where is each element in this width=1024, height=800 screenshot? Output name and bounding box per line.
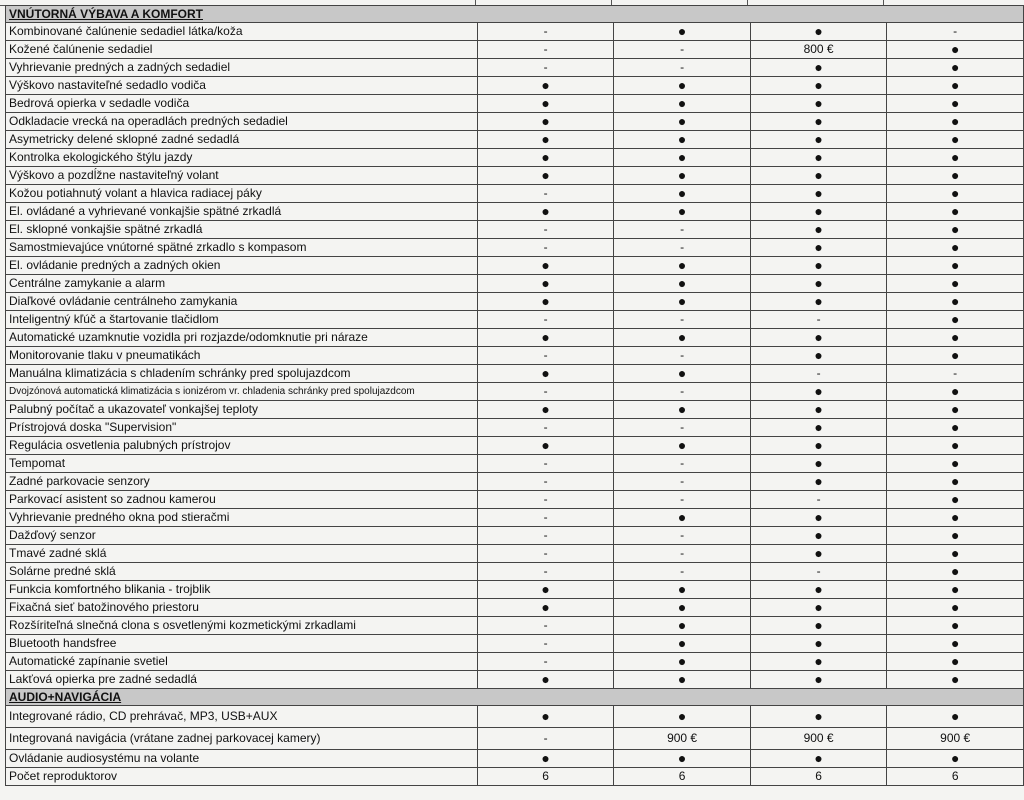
feature-value-variant-3: ● bbox=[750, 59, 887, 77]
feature-label: Automatické zapínanie svetiel bbox=[6, 653, 478, 671]
feature-value-variant-4: ● bbox=[887, 563, 1024, 581]
feature-value-variant-3: 800 € bbox=[750, 41, 887, 59]
feature-value-variant-2: ● bbox=[614, 706, 751, 728]
feature-value-variant-1: ● bbox=[477, 437, 614, 455]
feature-value-variant-1: ● bbox=[477, 275, 614, 293]
table-row bbox=[6, 149, 1024, 167]
table-row bbox=[6, 59, 1024, 77]
feature-value-variant-4: - bbox=[887, 365, 1024, 383]
feature-value-variant-4: ● bbox=[887, 383, 1024, 401]
feature-value-variant-1: ● bbox=[477, 167, 614, 185]
feature-value-variant-1: - bbox=[477, 473, 614, 491]
feature-value-variant-3: - bbox=[750, 311, 887, 329]
feature-value-variant-2: - bbox=[614, 221, 751, 239]
feature-value-variant-2: ● bbox=[614, 401, 751, 419]
feature-value-variant-2: - bbox=[614, 41, 751, 59]
feature-value-variant-1: - bbox=[477, 635, 614, 653]
feature-value-variant-3: - bbox=[750, 491, 887, 509]
feature-label: Manuálna klimatizácia s chladením schránky pred spolujazdcom bbox=[6, 365, 478, 383]
feature-label: El. ovládané a vyhrievané vonkajšie spätné zrkadlá bbox=[6, 203, 478, 221]
table-row bbox=[6, 599, 1024, 617]
feature-label: Dažďový senzor bbox=[6, 527, 478, 545]
table-row bbox=[6, 167, 1024, 185]
feature-value-variant-3: ● bbox=[750, 257, 887, 275]
feature-value-variant-1: - bbox=[477, 728, 614, 750]
feature-value-variant-4: - bbox=[887, 23, 1024, 41]
table-row bbox=[6, 563, 1024, 581]
feature-value-variant-3: ● bbox=[750, 473, 887, 491]
table-row bbox=[6, 473, 1024, 491]
table-row bbox=[6, 365, 1024, 383]
feature-value-variant-2: ● bbox=[614, 329, 751, 347]
table-row bbox=[6, 41, 1024, 59]
feature-label: Palubný počítač a ukazovateľ vonkajšej teploty bbox=[6, 401, 478, 419]
feature-value-variant-4: ● bbox=[887, 635, 1024, 653]
table-row bbox=[6, 491, 1024, 509]
feature-value-variant-3: ● bbox=[750, 23, 887, 41]
feature-value-variant-4: 6 bbox=[887, 768, 1024, 786]
feature-value-variant-4: ● bbox=[887, 509, 1024, 527]
feature-value-variant-2: ● bbox=[614, 617, 751, 635]
feature-value-variant-2: - bbox=[614, 545, 751, 563]
table-row bbox=[6, 257, 1024, 275]
feature-value-variant-2: ● bbox=[614, 275, 751, 293]
feature-value-variant-1: - bbox=[477, 653, 614, 671]
feature-value-variant-3: ● bbox=[750, 581, 887, 599]
feature-label: Výškovo nastaviteľné sedadlo vodiča bbox=[6, 77, 478, 95]
feature-value-variant-4: ● bbox=[887, 491, 1024, 509]
feature-value-variant-4: ● bbox=[887, 293, 1024, 311]
feature-value-variant-2: 900 € bbox=[614, 728, 751, 750]
feature-label: Solárne predné sklá bbox=[6, 563, 478, 581]
feature-value-variant-2: - bbox=[614, 347, 751, 365]
feature-value-variant-4: ● bbox=[887, 706, 1024, 728]
feature-value-variant-3: ● bbox=[750, 750, 887, 768]
feature-value-variant-4: ● bbox=[887, 545, 1024, 563]
table-row bbox=[6, 509, 1024, 527]
feature-value-variant-3: ● bbox=[750, 635, 887, 653]
feature-value-variant-4: ● bbox=[887, 41, 1024, 59]
section-title: VNÚTORNÁ VÝBAVA A KOMFORT bbox=[6, 6, 1024, 23]
feature-value-variant-2: - bbox=[614, 455, 751, 473]
table-row bbox=[6, 455, 1024, 473]
table-row bbox=[6, 581, 1024, 599]
feature-value-variant-3: ● bbox=[750, 131, 887, 149]
feature-value-variant-2: ● bbox=[614, 23, 751, 41]
feature-value-variant-2: ● bbox=[614, 95, 751, 113]
feature-value-variant-2: ● bbox=[614, 750, 751, 768]
feature-value-variant-4: ● bbox=[887, 203, 1024, 221]
feature-value-variant-3: ● bbox=[750, 527, 887, 545]
feature-value-variant-2: ● bbox=[614, 653, 751, 671]
feature-value-variant-2: - bbox=[614, 239, 751, 257]
feature-value-variant-3: ● bbox=[750, 95, 887, 113]
table-row bbox=[6, 671, 1024, 689]
feature-value-variant-1: - bbox=[477, 347, 614, 365]
feature-value-variant-4: ● bbox=[887, 311, 1024, 329]
table-row bbox=[6, 293, 1024, 311]
feature-value-variant-4: ● bbox=[887, 599, 1024, 617]
feature-value-variant-4: ● bbox=[887, 239, 1024, 257]
feature-value-variant-4: ● bbox=[887, 275, 1024, 293]
feature-value-variant-3: ● bbox=[750, 545, 887, 563]
feature-value-variant-4: ● bbox=[887, 653, 1024, 671]
feature-value-variant-1: 6 bbox=[477, 768, 614, 786]
feature-value-variant-1: - bbox=[477, 563, 614, 581]
feature-label: Odkladacie vrecká na operadlách predných sedadiel bbox=[6, 113, 478, 131]
table-row bbox=[6, 527, 1024, 545]
feature-value-variant-1: ● bbox=[477, 671, 614, 689]
feature-value-variant-1: - bbox=[477, 185, 614, 203]
feature-value-variant-2: ● bbox=[614, 509, 751, 527]
feature-value-variant-2: ● bbox=[614, 113, 751, 131]
feature-label: Regulácia osvetlenia palubných prístrojov bbox=[6, 437, 478, 455]
feature-value-variant-2: - bbox=[614, 383, 751, 401]
feature-value-variant-3: ● bbox=[750, 149, 887, 167]
feature-value-variant-4: ● bbox=[887, 149, 1024, 167]
feature-value-variant-3: ● bbox=[750, 203, 887, 221]
feature-value-variant-1: - bbox=[477, 23, 614, 41]
feature-value-variant-3: ● bbox=[750, 167, 887, 185]
feature-value-variant-1: ● bbox=[477, 203, 614, 221]
feature-value-variant-4: ● bbox=[887, 419, 1024, 437]
feature-label: Inteligentný kľúč a štartovanie tlačidlom bbox=[6, 311, 478, 329]
feature-value-variant-1: ● bbox=[477, 581, 614, 599]
feature-value-variant-1: ● bbox=[477, 131, 614, 149]
feature-value-variant-1: - bbox=[477, 455, 614, 473]
feature-value-variant-2: ● bbox=[614, 437, 751, 455]
feature-value-variant-2: ● bbox=[614, 581, 751, 599]
feature-value-variant-3: ● bbox=[750, 706, 887, 728]
feature-value-variant-1: - bbox=[477, 509, 614, 527]
feature-value-variant-2: ● bbox=[614, 293, 751, 311]
table-row bbox=[6, 419, 1024, 437]
section-header-row bbox=[6, 689, 1024, 706]
table-row bbox=[6, 545, 1024, 563]
feature-label: El. ovládanie predných a zadných okien bbox=[6, 257, 478, 275]
table-row bbox=[6, 221, 1024, 239]
feature-value-variant-1: ● bbox=[477, 365, 614, 383]
feature-value-variant-1: ● bbox=[477, 149, 614, 167]
feature-value-variant-4: ● bbox=[887, 527, 1024, 545]
feature-label: Parkovací asistent so zadnou kamerou bbox=[6, 491, 478, 509]
feature-label: Výškovo a pozdĺžne nastaviteľný volant bbox=[6, 167, 478, 185]
feature-value-variant-1: ● bbox=[477, 257, 614, 275]
table-row bbox=[6, 437, 1024, 455]
feature-label: Fixačná sieť batožinového priestoru bbox=[6, 599, 478, 617]
feature-label: Asymetricky delené sklopné zadné sedadlá bbox=[6, 131, 478, 149]
feature-value-variant-4: ● bbox=[887, 167, 1024, 185]
feature-value-variant-4: ● bbox=[887, 401, 1024, 419]
feature-value-variant-1: - bbox=[477, 311, 614, 329]
feature-value-variant-4: ● bbox=[887, 671, 1024, 689]
feature-value-variant-2: - bbox=[614, 527, 751, 545]
feature-value-variant-3: ● bbox=[750, 617, 887, 635]
table-row bbox=[6, 653, 1024, 671]
feature-value-variant-1: - bbox=[477, 545, 614, 563]
feature-value-variant-4: ● bbox=[887, 77, 1024, 95]
feature-value-variant-2: - bbox=[614, 473, 751, 491]
table-row bbox=[6, 347, 1024, 365]
feature-value-variant-2: 6 bbox=[614, 768, 751, 786]
table-row bbox=[6, 617, 1024, 635]
feature-label: Tempomat bbox=[6, 455, 478, 473]
table-row bbox=[6, 239, 1024, 257]
feature-value-variant-4: ● bbox=[887, 455, 1024, 473]
feature-label: Počet reproduktorov bbox=[6, 768, 478, 786]
feature-value-variant-4: ● bbox=[887, 581, 1024, 599]
table-row bbox=[6, 95, 1024, 113]
feature-value-variant-4: ● bbox=[887, 329, 1024, 347]
feature-value-variant-2: ● bbox=[614, 257, 751, 275]
feature-value-variant-2: - bbox=[614, 491, 751, 509]
table-row bbox=[6, 706, 1024, 728]
feature-value-variant-2: - bbox=[614, 563, 751, 581]
table-row bbox=[6, 185, 1024, 203]
feature-value-variant-2: - bbox=[614, 311, 751, 329]
feature-value-variant-4: ● bbox=[887, 221, 1024, 239]
feature-value-variant-3: ● bbox=[750, 437, 887, 455]
feature-label: Ovládanie audiosystému na volante bbox=[6, 750, 478, 768]
feature-value-variant-1: - bbox=[477, 491, 614, 509]
feature-value-variant-1: ● bbox=[477, 599, 614, 617]
table-row bbox=[6, 401, 1024, 419]
feature-value-variant-3: ● bbox=[750, 653, 887, 671]
feature-label: Kombinované čalúnenie sedadiel látka/koža bbox=[6, 23, 478, 41]
feature-value-variant-3: ● bbox=[750, 599, 887, 617]
feature-value-variant-2: ● bbox=[614, 365, 751, 383]
table-row bbox=[6, 635, 1024, 653]
feature-value-variant-3: ● bbox=[750, 113, 887, 131]
table-row bbox=[6, 383, 1024, 401]
feature-label: Bluetooth handsfree bbox=[6, 635, 478, 653]
feature-label: Dvojzónová automatická klimatizácia s ionizérom vr. chladenia schránky pred spolujazdcom bbox=[6, 383, 478, 401]
feature-value-variant-4: ● bbox=[887, 131, 1024, 149]
feature-value-variant-3: ● bbox=[750, 275, 887, 293]
feature-value-variant-4: ● bbox=[887, 750, 1024, 768]
feature-label: Vyhrievanie predných a zadných sedadiel bbox=[6, 59, 478, 77]
feature-label: Samostmievajúce vnútorné spätné zrkadlo s kompasom bbox=[6, 239, 478, 257]
feature-value-variant-3: ● bbox=[750, 77, 887, 95]
feature-value-variant-2: ● bbox=[614, 149, 751, 167]
feature-value-variant-4: ● bbox=[887, 59, 1024, 77]
feature-label: Vyhrievanie predného okna pod stieračmi bbox=[6, 509, 478, 527]
feature-value-variant-3: ● bbox=[750, 185, 887, 203]
feature-value-variant-2: ● bbox=[614, 77, 751, 95]
feature-label: Bedrová opierka v sedadle vodiča bbox=[6, 95, 478, 113]
section-title: AUDIO+NAVIGÁCIA bbox=[6, 689, 1024, 706]
feature-value-variant-1: ● bbox=[477, 706, 614, 728]
feature-value-variant-1: ● bbox=[477, 113, 614, 131]
feature-value-variant-1: ● bbox=[477, 329, 614, 347]
feature-value-variant-2: ● bbox=[614, 635, 751, 653]
feature-value-variant-2: - bbox=[614, 59, 751, 77]
feature-value-variant-3: ● bbox=[750, 455, 887, 473]
feature-label: Monitorovanie tlaku v pneumatikách bbox=[6, 347, 478, 365]
feature-value-variant-3: ● bbox=[750, 419, 887, 437]
feature-value-variant-3: - bbox=[750, 365, 887, 383]
feature-value-variant-2: ● bbox=[614, 671, 751, 689]
feature-value-variant-1: ● bbox=[477, 77, 614, 95]
feature-value-variant-1: - bbox=[477, 59, 614, 77]
feature-value-variant-3: ● bbox=[750, 347, 887, 365]
feature-label: Automatické uzamknutie vozidla pri rozjazde/odomknutie pri náraze bbox=[6, 329, 478, 347]
feature-value-variant-1: - bbox=[477, 383, 614, 401]
feature-label: Diaľkové ovládanie centrálneho zamykania bbox=[6, 293, 478, 311]
feature-value-variant-2: ● bbox=[614, 131, 751, 149]
feature-value-variant-3: ● bbox=[750, 329, 887, 347]
equipment-table-body bbox=[6, 6, 1024, 786]
feature-label: El. sklopné vonkajšie spätné zrkadlá bbox=[6, 221, 478, 239]
table-row bbox=[6, 113, 1024, 131]
feature-value-variant-4: 900 € bbox=[887, 728, 1024, 750]
feature-value-variant-2: ● bbox=[614, 185, 751, 203]
table-row bbox=[6, 728, 1024, 750]
feature-value-variant-2: - bbox=[614, 419, 751, 437]
feature-value-variant-3: 6 bbox=[750, 768, 887, 786]
table-row bbox=[6, 329, 1024, 347]
feature-value-variant-4: ● bbox=[887, 113, 1024, 131]
feature-value-variant-4: ● bbox=[887, 473, 1024, 491]
feature-value-variant-1: - bbox=[477, 239, 614, 257]
feature-value-variant-4: ● bbox=[887, 185, 1024, 203]
feature-label: Lakťová opierka pre zadné sedadlá bbox=[6, 671, 478, 689]
feature-value-variant-1: - bbox=[477, 617, 614, 635]
feature-label: Tmavé zadné sklá bbox=[6, 545, 478, 563]
feature-value-variant-3: ● bbox=[750, 401, 887, 419]
table-row bbox=[6, 203, 1024, 221]
table-row bbox=[6, 768, 1024, 786]
feature-value-variant-4: ● bbox=[887, 617, 1024, 635]
feature-value-variant-1: - bbox=[477, 221, 614, 239]
table-row bbox=[6, 275, 1024, 293]
feature-value-variant-3: ● bbox=[750, 293, 887, 311]
feature-label: Kožené čalúnenie sedadiel bbox=[6, 41, 478, 59]
feature-value-variant-2: ● bbox=[614, 203, 751, 221]
feature-value-variant-1: ● bbox=[477, 750, 614, 768]
feature-value-variant-1: ● bbox=[477, 401, 614, 419]
feature-value-variant-3: ● bbox=[750, 239, 887, 257]
table-row bbox=[6, 77, 1024, 95]
feature-value-variant-4: ● bbox=[887, 347, 1024, 365]
feature-value-variant-3: 900 € bbox=[750, 728, 887, 750]
feature-value-variant-4: ● bbox=[887, 257, 1024, 275]
feature-label: Integrovaná navigácia (vrátane zadnej parkovacej kamery) bbox=[6, 728, 478, 750]
feature-value-variant-3: ● bbox=[750, 671, 887, 689]
feature-label: Zadné parkovacie senzory bbox=[6, 473, 478, 491]
section-header-row bbox=[6, 6, 1024, 23]
feature-label: Kontrolka ekologického štýlu jazdy bbox=[6, 149, 478, 167]
feature-label: Rozšíriteľná slnečná clona s osvetlenými kozmetickými zrkadlami bbox=[6, 617, 478, 635]
feature-label: Kožou potiahnutý volant a hlavica radiacej páky bbox=[6, 185, 478, 203]
table-row bbox=[6, 750, 1024, 768]
feature-value-variant-3: ● bbox=[750, 221, 887, 239]
feature-value-variant-1: ● bbox=[477, 95, 614, 113]
equipment-table bbox=[5, 5, 1024, 786]
feature-value-variant-1: - bbox=[477, 527, 614, 545]
feature-value-variant-3: - bbox=[750, 563, 887, 581]
feature-value-variant-2: ● bbox=[614, 167, 751, 185]
table-row bbox=[6, 131, 1024, 149]
table-row bbox=[6, 23, 1024, 41]
feature-value-variant-3: ● bbox=[750, 383, 887, 401]
feature-value-variant-4: ● bbox=[887, 437, 1024, 455]
feature-value-variant-1: - bbox=[477, 419, 614, 437]
table-row bbox=[6, 311, 1024, 329]
feature-label: Centrálne zamykanie a alarm bbox=[6, 275, 478, 293]
feature-label: Funkcia komfortného blikania - trojblik bbox=[6, 581, 478, 599]
feature-value-variant-2: ● bbox=[614, 599, 751, 617]
feature-value-variant-3: ● bbox=[750, 509, 887, 527]
feature-label: Prístrojová doska "Supervision" bbox=[6, 419, 478, 437]
feature-label: Integrované rádio, CD prehrávač, MP3, USB+AUX bbox=[6, 706, 478, 728]
feature-value-variant-1: - bbox=[477, 41, 614, 59]
feature-value-variant-1: ● bbox=[477, 293, 614, 311]
feature-value-variant-4: ● bbox=[887, 95, 1024, 113]
